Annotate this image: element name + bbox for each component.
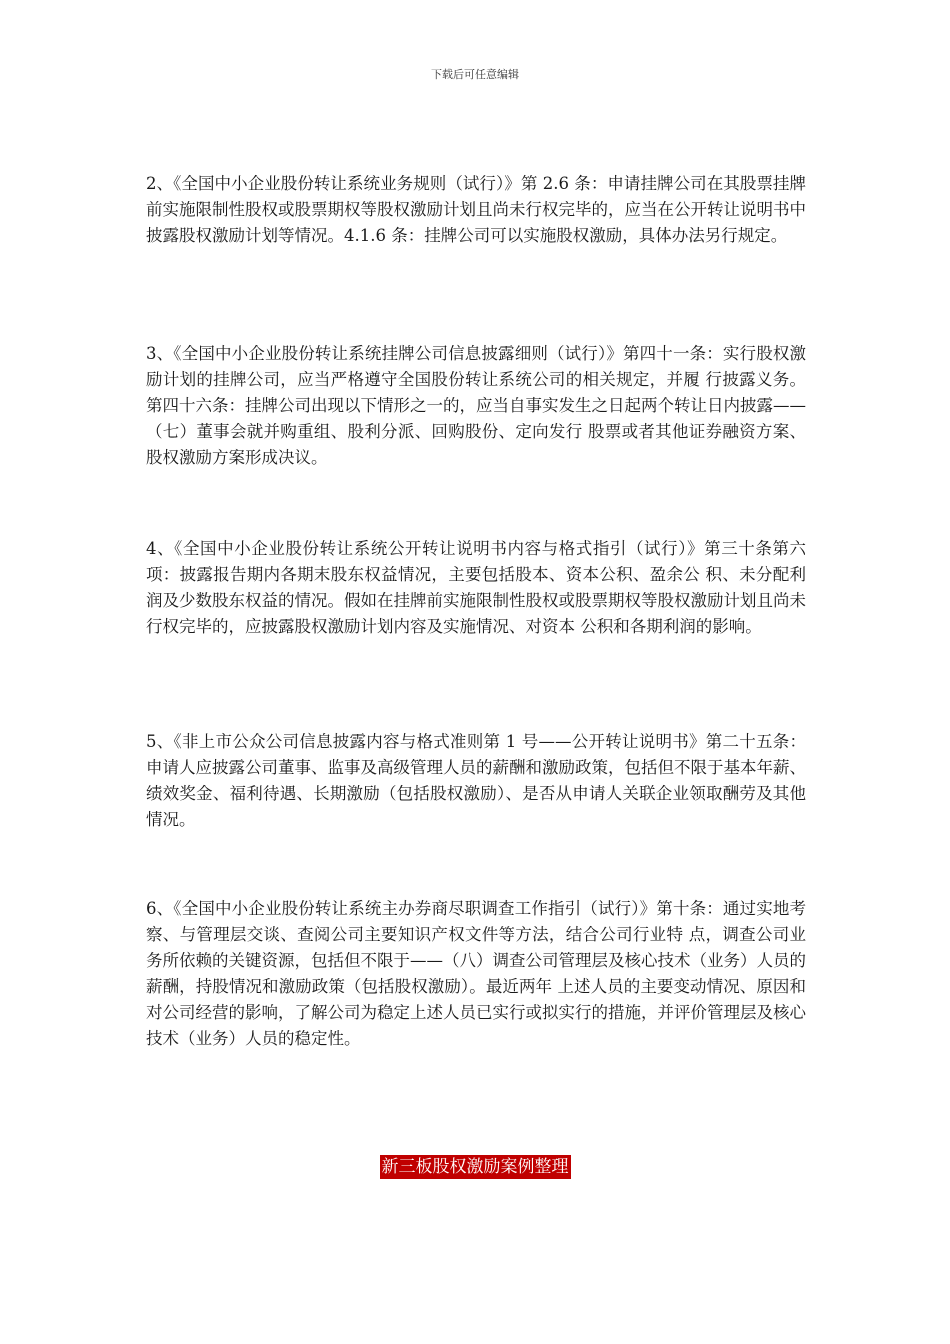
paragraph-item-3: 3、《全国中小企业股份转让系统挂牌公司信息披露细则（试行）》第四十一条：实行股权激励计划的挂牌公司，应当严格遵守全国股份转让系统公司的相关规定，并履 行披露义务。第四十六条：挂牌公司出现以下情形之一的，应当自事实发生之日起两个转让日内披露——（七）董事会就并购重组、股利分派、回购股份、定向发行 股票或者其他证券融资方案、股权激励方案形成决议。 xyxy=(146,344,806,467)
paragraph-item-5: 5、《非上市公众公司信息披露内容与格式准则第 1 号——公开转让说明书》第二十五条：申请人应披露公司董事、监事及高级管理人员的薪酬和激励政策，包括但不限于基本年薪、绩效奖金、福利待遇、长期激励（包括股权激励）、是否从申请人关联企业领取酬劳及其他情况。 xyxy=(146,732,806,829)
paragraph-item-4: 4、《全国中小企业股份转让系统公开转让说明书内容与格式指引（试行）》第三十条第六项：披露报告期内各期末股东权益情况，主要包括股本、资本公积、盈余公 积、未分配利润及少数股东权益的情况。假如在挂牌前实施限制性股权或股票期权等股权激励计划且尚未行权完毕的，应披露股权激励计划内容及实施情况、对资本 公积和各期利润的影响。 xyxy=(146,539,806,636)
paragraph-item-6: 6、《全国中小企业股份转让系统主办券商尽职调查工作指引（试行）》第十条：通过实地考察、与管理层交谈、查阅公司主要知识产权文件等方法，结合公司行业特 点，调查公司业务所依赖的关键资源，包括但不限于——（八）调查公司管理层及核心技术（业务）人员的薪酬，持股情况和激励政策（包括股权激励）。最近两年 上述人员的主要变动情况、原因和对公司经营的影响，了解公司为稳定上述人员已实行或拟实行的措施，并评价管理层及核心技术（业务）人员的稳定性。 xyxy=(146,899,806,1048)
section-title-text: 新三板股权激励案例整理 xyxy=(381,1157,569,1177)
paragraph-item-2: 2、《全国中小企业股份转让系统业务规则（试行）》第 2.6 条：申请挂牌公司在其股票挂牌前实施限制性股权或股票期权等股权激励计划且尚未行权完毕的，应当在公开转让说明书中披露股权激励计划等情况。4.1.6 条：挂牌公司可以实施股权激励，具体办法另行规定。 xyxy=(146,174,806,245)
section-title xyxy=(0,1155,950,1179)
page-header-note: 下载后可任意编辑 xyxy=(431,68,519,81)
